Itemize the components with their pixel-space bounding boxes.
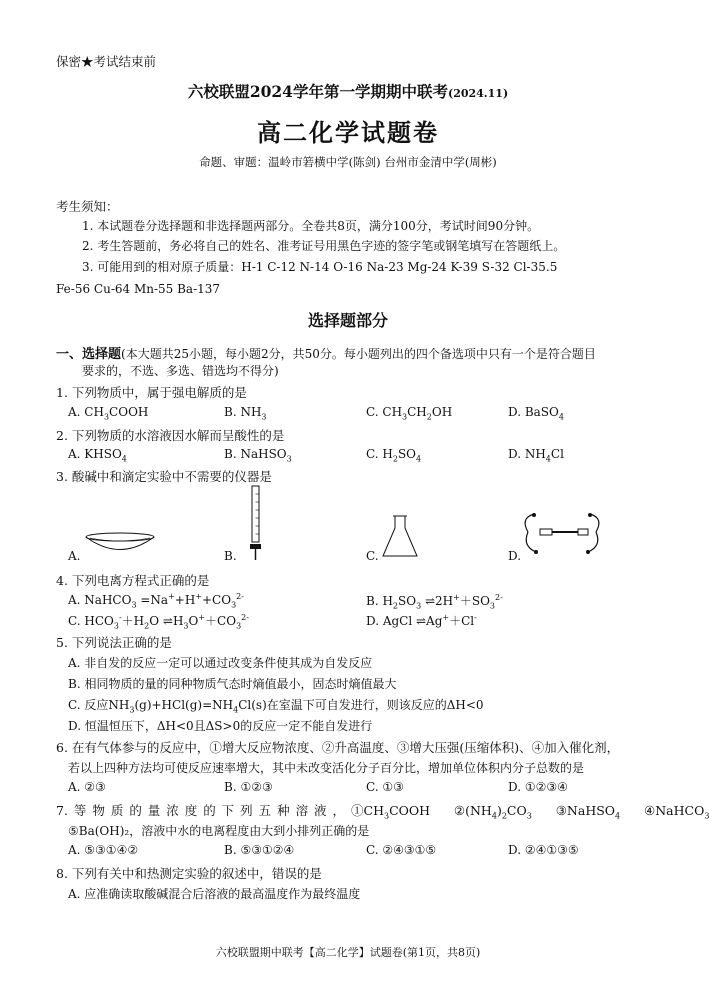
q3-option-a-label: A. <box>68 549 81 563</box>
atomic-masses-continued: Fe-56 Cu-64 Mn-55 Ba-137 <box>56 282 221 296</box>
question-7-stem-cont: ⑤Ba(OH)₂，溶液中水的电离程度由大到小排列正确的是 <box>68 824 370 838</box>
q2-option-a: A. $KHSO_4$ <box>68 447 127 464</box>
q3-option-d-label: D. <box>508 549 522 563</box>
q1-option-a: A. $CH_3COOH$ <box>68 405 149 422</box>
burette-clamp-figure <box>518 512 608 558</box>
confidential-mark: 保密★考试结束前 <box>56 54 157 69</box>
authors-line: 命题、审题：温岭市箬横中学(陈剑) 台州市金清中学(周彬) <box>199 155 497 169</box>
q7-option-b: B. ⑤③①②④ <box>224 843 295 857</box>
q3-option-b-label: B. <box>224 549 237 563</box>
page-footer: 六校联盟期中联考【高二化学】试题卷(第1页，共8页) <box>215 946 481 959</box>
evaporating-dish-figure <box>84 532 156 556</box>
notice-title: 考生须知： <box>56 199 119 214</box>
q2-option-b: B. NaHSO$_3$ <box>224 447 292 464</box>
q5-option-c: C. 反应$NH_3(g)+HCl(g)=NH_4Cl(s)$在室温下可自发进行，则该反应的ΔH<0 <box>68 698 484 715</box>
question-5-stem: 5. 下列说法正确的是 <box>56 635 172 650</box>
q3-option-c-label: C. <box>366 549 379 563</box>
q7-option-d: D. ②④①③⑤ <box>508 843 579 857</box>
q6-option-c: C. ①③ <box>366 780 404 794</box>
q4-option-a: A. NaHCO$_3$ $=Na^++H^++CO_3^{2-}$ <box>68 592 244 610</box>
question-4-stem: 4. 下列电离方程式正确的是 <box>56 573 210 588</box>
part-instructions-cont: 要求的，不选、多选、错选均不得分) <box>82 364 279 378</box>
q4-option-c: C. $HCO_3^-+H_2O$ $\rightleftharpoons H_3O^++CO_3^{2-}$ <box>68 613 249 631</box>
exam-date: (2024.11) <box>447 87 509 100</box>
q5-option-a: A. 非自发的反应一定可以通过改变条件使其成为自发反应 <box>68 656 373 670</box>
part-instructions: 一、选择题(本大题共25小题，每小题2分，共50分。每小题列出的四个备选项中只有一个是符合题目 <box>56 347 596 362</box>
q8-option-a: A. 应准确读取酸碱混合后溶液的最高温度作为最终温度 <box>68 887 361 901</box>
q1-option-c: C. $CH_3CH_2OH$ <box>366 405 453 422</box>
question-1-stem: 1. 下列物质中，属于强电解质的是 <box>56 385 247 400</box>
burette-figure <box>246 486 266 562</box>
q2-option-c: C. $H_2SO_4$ <box>366 447 422 464</box>
section-title: 选择题部分 <box>307 311 388 330</box>
notice-item-3: 3. 可能用到的相对原子质量：H-1 C-12 N-14 O-16 Na-23 Mg-24 K-39 S-32 Cl-35.5 <box>82 260 558 274</box>
q1-option-d: D. BaSO$_4$ <box>508 405 564 422</box>
q1-option-b: B. $NH_3$ <box>224 405 267 422</box>
question-8-stem: 8. 下列有关中和热测定实验的叙述中，错误的是 <box>56 866 322 881</box>
question-3-stem: 3. 酸碱中和滴定实验中不需要的仪器是 <box>56 469 272 484</box>
q6-option-b: B. ①②③ <box>224 780 273 794</box>
q6-option-d: D. ①②③④ <box>508 780 568 794</box>
conical-flask-figure <box>380 514 420 560</box>
question-6-stem-cont: 若以上四种方法均可使反应速率增大，其中未改变活化分子百分比，增加单位体积内分子总数的是 <box>68 761 585 775</box>
q6-option-a: A. ②③ <box>68 780 106 794</box>
q2-option-d: D. $NH_4Cl$ <box>508 447 564 464</box>
paper-title: 高二化学试题卷 <box>257 118 439 147</box>
notice-item-2: 2. 考生答题前，务必将自己的姓名、准考证号用黑色字迹的签字笔或钢笔填写在答题纸上。 <box>82 239 566 253</box>
q5-option-d: D. 恒温恒压下，ΔH<0且ΔS>0的反应一定不能自发进行 <box>68 719 373 733</box>
q5-option-b: B. 相同物质的量的同种物质气态时熵值最小，固态时熵值最大 <box>68 677 397 691</box>
exam-title: 六校联盟2024学年第一学期期中联考(2024.11) <box>187 82 509 101</box>
q4-option-b: B. $H_2SO_3$ $\rightleftharpoons 2H^++SO_3^{2-}$ <box>366 593 503 611</box>
question-7-stem: 7. 等 物 质 的 量 浓 度 的 下 列 五 种 溶 液 ， $①CH_3COOH$ $②(NH_4)_2CO_3$ ③NaHSO$_4$ ④NaHCO$_3$ <box>56 803 709 821</box>
notice-item-1: 1. 本试题卷分选择题和非选择题两部分。全卷共8页，满分100分，考试时间90分钟。 <box>82 219 540 233</box>
question-2-stem: 2. 下列物质的水溶液因水解而呈酸性的是 <box>56 428 285 443</box>
q4-option-d: D. AgCl ⇌Ag+＋Cl- <box>366 613 477 628</box>
question-6-stem: 6. 在有气体参与的反应中，①增大反应物浓度、②升高温度、③增大压强(压缩体积)、④加入催化剂， <box>56 740 620 755</box>
q7-option-c: C. ②④③①⑤ <box>366 843 437 857</box>
q7-option-a: A. ⑤③①④② <box>68 843 139 857</box>
